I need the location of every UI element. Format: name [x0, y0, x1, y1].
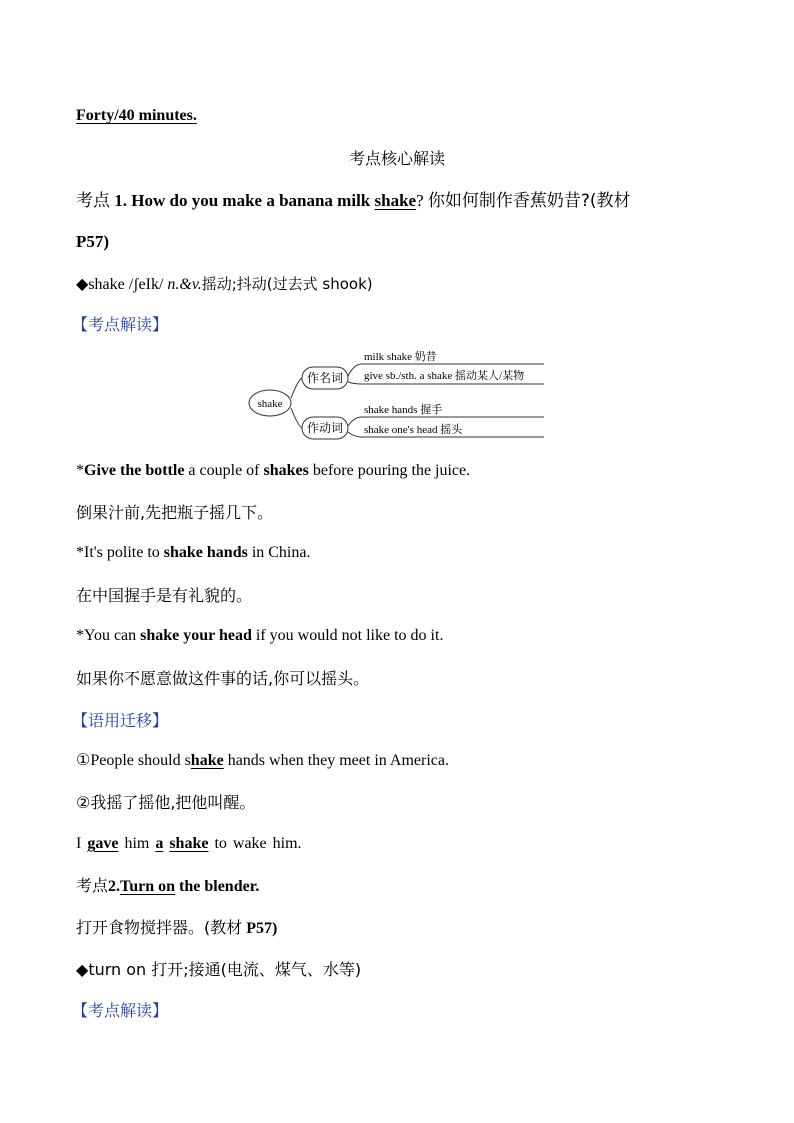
mindmap-noun-item: give sb./sth. a shake 摇动某人/某物 — [364, 370, 525, 382]
mindmap-verb-label: 作动词 — [306, 421, 344, 435]
mindmap-noun-label: 作名词 — [306, 371, 344, 385]
practice-1-prefix: ①People should s — [76, 752, 191, 769]
practice-2-word: I — [76, 835, 82, 852]
section-title-text: 考点核心解读 — [348, 149, 445, 168]
example-text: before pouring the juice. — [308, 462, 471, 479]
example-2-cn — [76, 586, 252, 606]
example-text: You can — [84, 627, 141, 644]
practice-2 — [76, 834, 302, 854]
shake-pos: n.&v. — [167, 276, 202, 293]
point1-heading — [76, 191, 631, 211]
example-1-cn — [76, 503, 273, 523]
mindmap-noun-item: milk shake 奶昔 — [364, 351, 437, 363]
point1-num: 1. — [114, 191, 127, 210]
shake-meaning: 摇动;抖动(过去式 shook) — [201, 275, 373, 293]
star-marker: * — [76, 627, 84, 644]
practice-2-cn — [76, 793, 255, 813]
example-bold: shakes — [263, 462, 309, 479]
example-bold: Give the bottle — [84, 462, 185, 479]
shake-entry — [76, 274, 373, 295]
practice-1-suffix: hands when they meet in America. — [223, 752, 449, 769]
bracket-interpret-2 — [72, 1001, 168, 1021]
turn-on-entry — [76, 960, 361, 980]
example-2 — [76, 543, 310, 563]
practice-2-answer: gave — [87, 835, 119, 852]
example-bold: shake hands — [163, 544, 248, 561]
section-title — [0, 149, 794, 169]
example-1 — [76, 461, 470, 481]
bracket-interpret — [72, 315, 168, 335]
practice-2-suffix: to wake him. — [214, 835, 302, 852]
example-3-cn — [76, 669, 369, 689]
star-marker: * — [76, 462, 84, 479]
example-text: if you would not like to do it. — [251, 627, 444, 644]
point2-ref: P57) — [246, 920, 278, 937]
shake-phonetic: shake /ʃeIk/ — [88, 276, 164, 293]
example-translation: 倒果汁前,先把瓶子摇几下。 — [76, 503, 274, 522]
mindmap-verb-item: shake hands 握手 — [364, 404, 443, 416]
point1-chinese: 你如何制作香蕉奶昔?(教材 — [427, 191, 631, 211]
practice-1-answer: hake — [190, 752, 224, 769]
turn-on-meaning: turn on 打开;接通(电流、煤气、水等) — [88, 960, 362, 979]
practice-2-chinese: ②我摇了摇他,把他叫醒。 — [76, 793, 256, 812]
point2-num: 2. — [108, 878, 121, 895]
header-line — [76, 106, 197, 126]
example-text: a couple of — [184, 462, 264, 479]
point1-label: 考点 — [76, 191, 110, 211]
example-text: It's polite to — [84, 544, 164, 561]
point1-ref-text: P57) — [76, 232, 110, 251]
point2-rest: the blender. — [175, 878, 260, 895]
practice-2-answer: shake — [169, 835, 209, 852]
bracket-interpret-text: 【考点解读】 — [72, 315, 169, 334]
mindmap-verb-item: shake one's head 摇头 — [364, 424, 463, 436]
example-translation: 如果你不愿意做这件事的话,你可以摇头。 — [76, 669, 370, 688]
shake-mindmap — [240, 340, 550, 446]
point1-qmark: ? — [416, 191, 424, 210]
point2-cn-line — [76, 918, 277, 939]
example-3 — [76, 626, 443, 646]
point1-keyword: shake — [374, 191, 417, 210]
diamond-icon: ◆ — [76, 276, 89, 293]
point2-chinese: 打开食物搅拌器。(教材 — [76, 918, 243, 937]
mindmap-center-text: shake — [257, 398, 283, 410]
practice-2-word: him — [124, 835, 150, 852]
point1-ref — [76, 232, 109, 252]
example-bold: shake your head — [140, 627, 252, 644]
practice-1 — [76, 751, 449, 771]
point2-keyword: Turn on — [120, 878, 176, 895]
point1-question: How do you make a banana milk — [131, 191, 371, 210]
point2-label: 考点 — [76, 876, 109, 895]
practice-2-answer: a — [155, 835, 164, 852]
bracket-interpret-2-text: 【考点解读】 — [72, 1001, 169, 1020]
example-text: in China. — [247, 544, 311, 561]
diamond-icon: ◆ — [76, 960, 89, 979]
point2-heading — [76, 876, 259, 897]
star-marker: * — [76, 544, 84, 561]
duration-text: Forty/40 minutes. — [76, 107, 197, 124]
example-translation: 在中国握手是有礼貌的。 — [76, 586, 253, 605]
bracket-practice — [72, 711, 168, 731]
bracket-practice-text: 【语用迁移】 — [72, 711, 169, 730]
